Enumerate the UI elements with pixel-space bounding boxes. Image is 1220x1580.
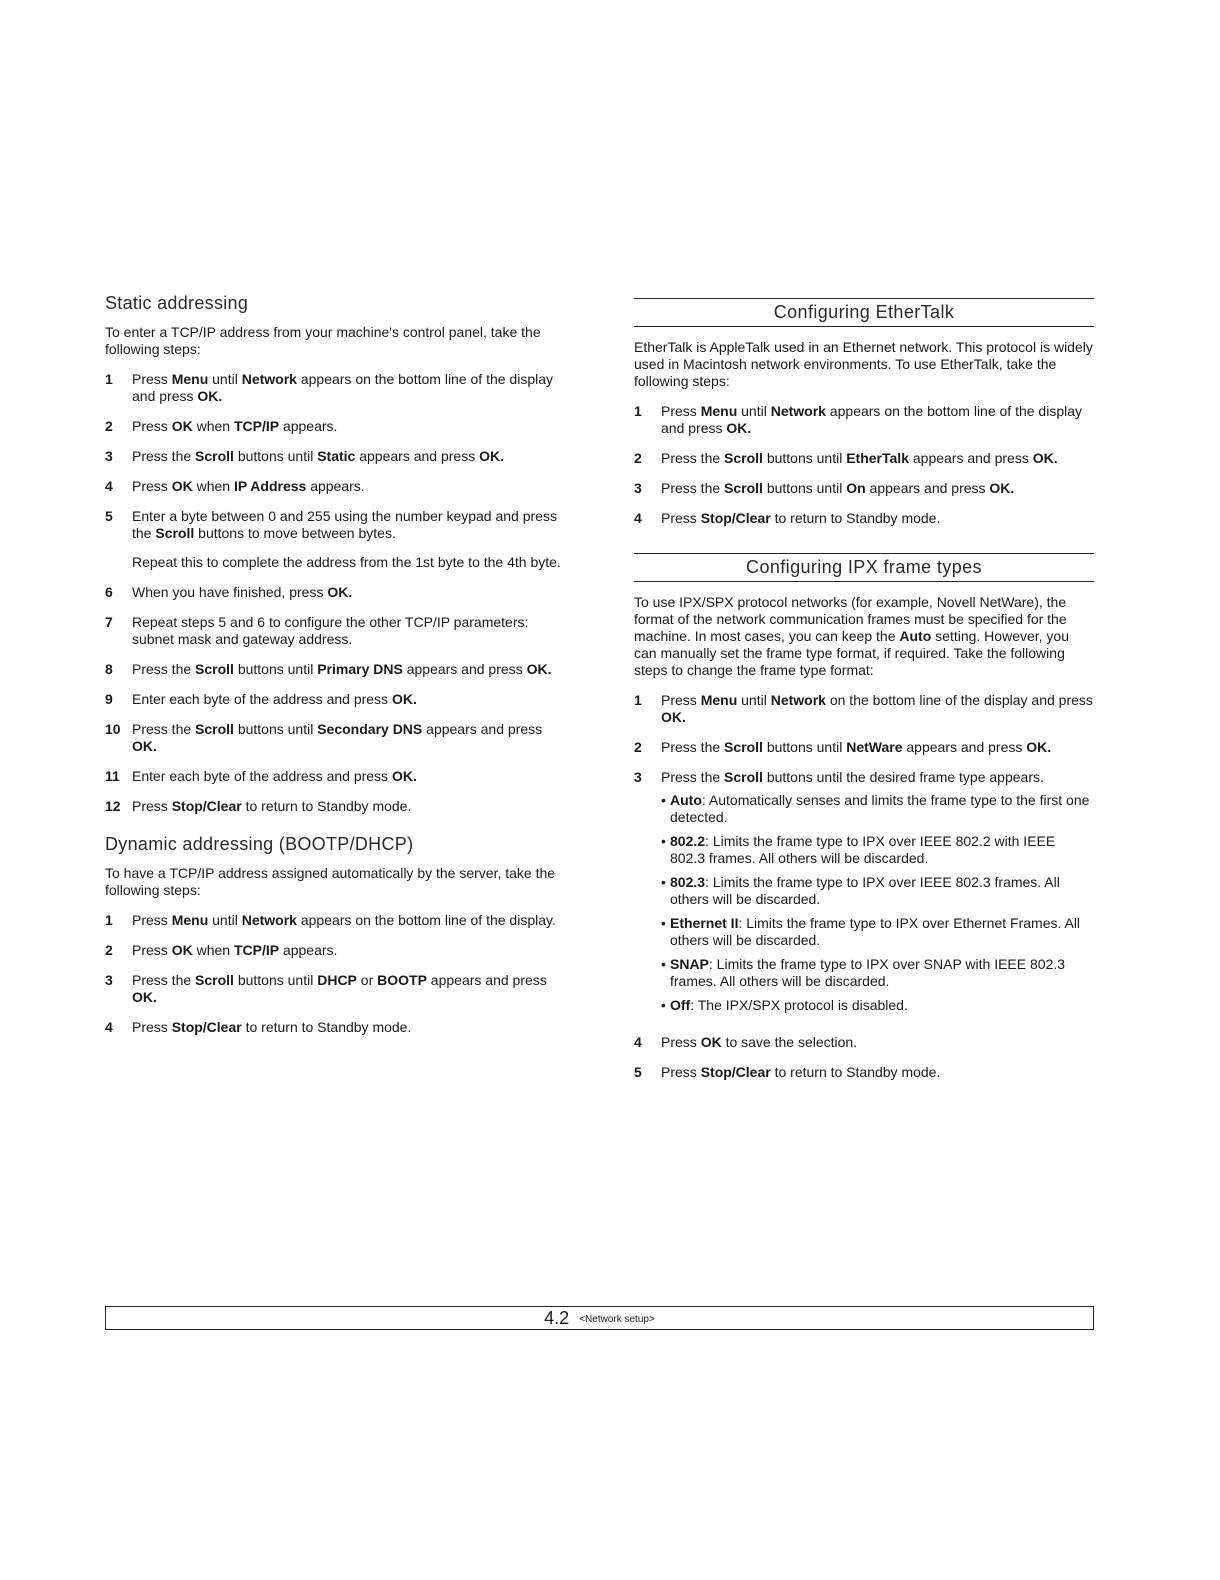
ethertalk-step-4: 4 Press Stop/Clear to return to Standby mode.	[634, 510, 941, 526]
static-step-3: 3 Press the Scroll buttons until Static appears and press OK.	[105, 448, 504, 464]
chapter-name: <Network setup>	[579, 1314, 655, 1325]
step-number: 12	[105, 798, 121, 814]
static-addressing-intro: To enter a TCP/IP address from your machine's control panel, take the following steps:	[105, 324, 541, 357]
static-step-10: 10 Press the Scroll buttons until Secondary DNS appears and press OK.	[105, 721, 543, 754]
step-number: 2	[634, 450, 642, 466]
step-number: 4	[105, 478, 113, 494]
static-step-11: 11 Enter each byte of the address and press OK.	[105, 768, 417, 784]
ipx-intro: To use IPX/SPX protocol networks (for example, Novell NetWare), the format of the network communication frames must be specified for the machine. In most cases, you can keep the Auto setting. However, you can manually set the frame type format, if required. Take the following steps to change the frame type format:	[634, 594, 1070, 678]
step-number: 2	[105, 418, 113, 434]
step-number: 1	[105, 371, 113, 387]
ipx-heading-box	[634, 553, 1094, 582]
ipx-step-1: 1 Press Menu until Network on the bottom line of the display and press OK.	[634, 692, 1093, 725]
step-number: 3	[634, 480, 642, 496]
step-number: 2	[634, 739, 642, 755]
static-step-5: 5 Enter a byte between 0 and 255 using the number keypad and press the Scroll buttons to move between bytes. Repeat this to complete the address from the 1st byte to the 4th byte.	[105, 508, 567, 571]
static-step-9: 9 Enter each byte of the address and press OK.	[105, 691, 417, 707]
step-number: 3	[634, 769, 642, 785]
frame-type-off: • Off: The IPX/SPX protocol is disabled.	[661, 997, 908, 1013]
ethertalk-heading-box	[634, 298, 1094, 327]
ipx-step-4: 4 Press OK to save the selection.	[634, 1034, 858, 1050]
dynamic-step-3: 3 Press the Scroll buttons until DHCP or BOOTP appears and press OK.	[105, 972, 547, 1005]
static-step-7: 7 Repeat steps 5 and 6 to configure the other TCP/IP parameters: subnet mask and gateway address.	[105, 614, 529, 647]
step-number: 8	[105, 661, 113, 677]
dynamic-addressing-intro: To have a TCP/IP address assigned automatically by the server, take the following steps:	[105, 865, 556, 898]
frame-type-8023: • 802.3: Limits the frame type to IPX over IEEE 802.3 frames. All others will be discarded.	[661, 874, 1060, 907]
step-number: 9	[105, 691, 113, 707]
frame-type-ethernet-ii: • Ethernet II: Limits the frame type to IPX over Ethernet Frames. All others will be discarded.	[661, 915, 1081, 948]
step-number: 11	[105, 768, 120, 784]
static-step-4: 4 Press OK when IP Address appears.	[105, 478, 365, 494]
frame-type-auto: • Auto: Automatically senses and limits the frame type to the first one detected.	[661, 792, 1090, 825]
step-number: 3	[105, 972, 113, 988]
left-column	[105, 292, 567, 1049]
static-step-2: 2 Press OK when TCP/IP appears.	[105, 418, 338, 434]
ethertalk-step-3: 3 Press the Scroll buttons until On appears and press OK.	[634, 480, 1015, 496]
dynamic-step-4: 4 Press Stop/Clear to return to Standby mode.	[105, 1019, 412, 1035]
static-step-12: 12 Press Stop/Clear to return to Standby mode.	[105, 798, 412, 814]
page-footer	[105, 1306, 1094, 1330]
ethertalk-step-2: 2 Press the Scroll buttons until EtherTalk appears and press OK.	[634, 450, 1058, 466]
step-number: 1	[634, 403, 642, 419]
static-step-8: 8 Press the Scroll buttons until Primary DNS appears and press OK.	[105, 661, 552, 677]
ipx-step-2: 2 Press the Scroll buttons until NetWare appears and press OK.	[634, 739, 1052, 755]
step-number: 3	[105, 448, 113, 464]
step-number: 5	[634, 1064, 642, 1080]
dynamic-addressing-heading: Dynamic addressing (BOOTP/DHCP)	[105, 834, 414, 854]
frame-type-snap: • SNAP: Limits the frame type to IPX over SNAP with IEEE 802.3 frames. All others will be discarded.	[661, 956, 1066, 989]
step-number: 1	[105, 912, 113, 928]
step-number: 4	[634, 1034, 642, 1050]
step-number: 6	[105, 584, 113, 600]
step-number: 4	[105, 1019, 113, 1035]
ipx-step-3: 3 Press the Scroll buttons until the desired frame type appears. • Auto: Automatically senses and limits the frame type to the first one detected. • 802.2: Limits the frame type to IPX over IEEE 802.2 with IEEE 802.3 frames. All others will be discarded. • 802.3: Limits the frame type to IPX over IEEE 802.3 frames. All others will be discarded. • Ethernet II: Limits the frame type to IPX over Ethernet Frames. All others will be discarded. • SNAP: Limits the frame type to IPX over SNAP with IEEE 802.3 frames. All others will be discarded. • Off: The IPX/SPX protocol is disabled.	[634, 769, 1094, 1021]
frame-type-8022: • 802.2: Limits the frame type to IPX over IEEE 802.2 with IEEE 802.3 frames. All others will be discarded.	[661, 833, 1056, 866]
step-number: 1	[634, 692, 642, 708]
frame-type-list	[661, 792, 1094, 1014]
right-column	[634, 298, 1094, 1094]
static-step-5-note: Repeat this to complete the address from the 1st byte to the 4th byte.	[132, 554, 561, 570]
step-number: 7	[105, 614, 113, 630]
ethertalk-heading: Configuring EtherTalk	[773, 302, 955, 322]
ethertalk-intro: EtherTalk is AppleTalk used in an Ethernet network. This protocol is widely used in Macintosh network environments. To use EtherTalk, take the following steps:	[634, 339, 1093, 389]
step-number: 4	[634, 510, 642, 526]
dynamic-step-1: 1 Press Menu until Network appears on the bottom line of the display.	[105, 912, 556, 928]
step-number: 5	[105, 508, 113, 524]
step-number: 10	[105, 721, 121, 737]
page-number: 4.2	[544, 1308, 570, 1328]
ipx-heading: Configuring IPX frame types	[746, 557, 982, 577]
dynamic-step-2: 2 Press OK when TCP/IP appears.	[105, 942, 338, 958]
static-addressing-heading: Static addressing	[105, 293, 249, 313]
ipx-step-5: 5 Press Stop/Clear to return to Standby mode.	[634, 1064, 941, 1080]
ethertalk-step-1: 1 Press Menu until Network appears on the bottom line of the display and press OK.	[634, 403, 1083, 436]
static-step-1: 1 Press Menu until Network appears on the bottom line of the display and press OK.	[105, 371, 554, 404]
static-step-6: 6 When you have finished, press OK.	[105, 584, 353, 600]
step-number: 2	[105, 942, 113, 958]
